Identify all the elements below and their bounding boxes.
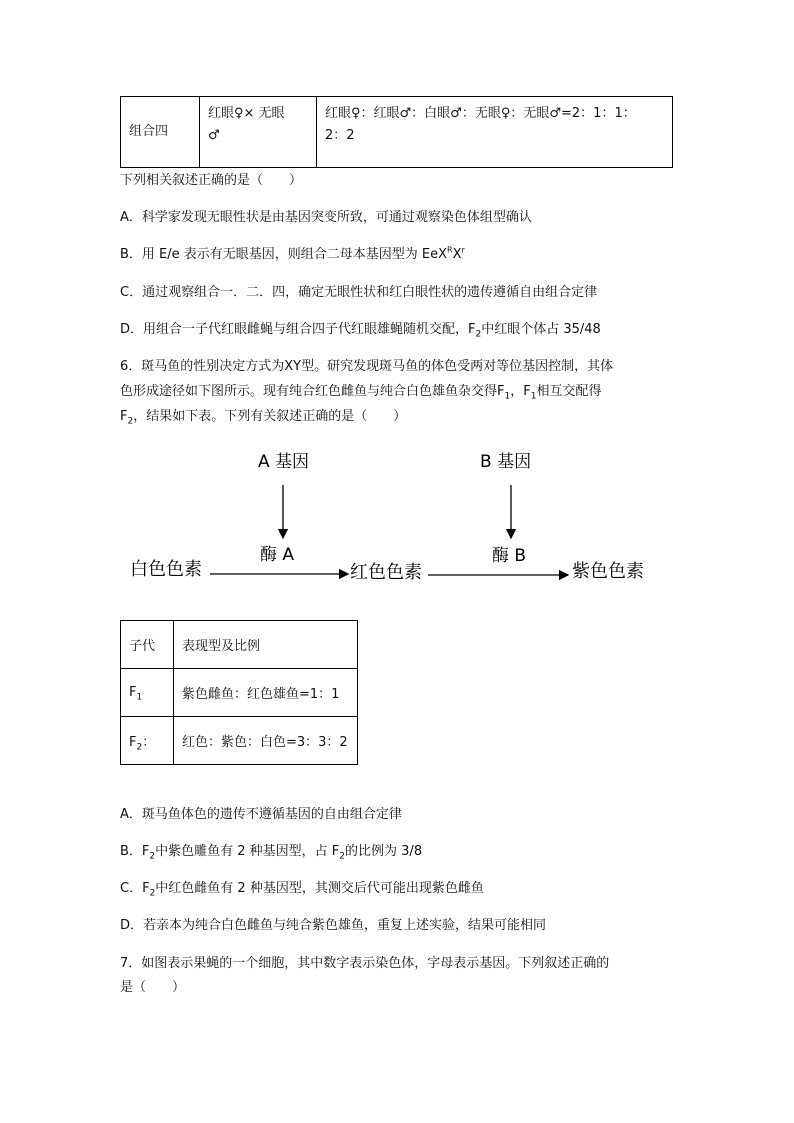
generation-f1 <box>121 669 174 717</box>
text: B．F <box>120 844 150 859</box>
text: F <box>120 409 128 424</box>
subscript: 2 <box>339 851 346 862</box>
q5-option-d <box>120 320 601 340</box>
subscript: 1 <box>530 391 537 402</box>
subscript: 2 <box>475 329 482 340</box>
text: 中紫色雕鱼有 2 种基因型，占 F <box>155 844 340 859</box>
text: F <box>129 735 137 750</box>
text: ，结果如下表。下列有关叙述正确的是（ ） <box>133 409 407 424</box>
subscript: 2 <box>127 416 134 427</box>
text: C．F <box>120 881 150 896</box>
q5-option-b-text: B．用 E/e 表示有无眼基因，则组合二母本基因型为 EeX <box>120 247 448 262</box>
phenotype-f1: 紫色雌鱼：红色雄鱼=1：1 <box>174 669 358 717</box>
gene-b-label: B 基因 <box>480 452 532 472</box>
cross-line-2: ♂ <box>208 128 220 143</box>
generation-f2 <box>121 717 174 765</box>
table-row <box>121 717 358 765</box>
subscript: 2 <box>149 851 156 862</box>
cross-line-1: 红眼♀× 无眼 <box>208 106 285 121</box>
text: F <box>129 685 137 700</box>
text: ，F <box>510 384 531 399</box>
text: 中红色雌鱼有 2 种基因型，其测交后代可能出现紫色雌鱼 <box>155 881 484 896</box>
white-pigment-label: 白色色素 <box>130 559 202 580</box>
q6-option-d: D．若亲本为纯合白色雌鱼与纯合紫色雄鱼，重复上述实验，结果可能相同 <box>120 918 547 933</box>
gene-a-label: A 基因 <box>258 452 310 472</box>
enzyme-a-label: 酶 A <box>260 545 295 565</box>
result-line-2: 2：2 <box>325 128 355 143</box>
q6-stem-line-2 <box>120 382 601 402</box>
q5-option-d-text: D．用组合一子代红眼雌蝇与组合四子代红眼雄蝇随机交配，F <box>120 322 476 337</box>
q6-stem-line-1: 6．斑马鱼的性别决定方式为XY型。研究发现斑马鱼的体色受两对等位基因控制，其体 <box>120 359 614 374</box>
q7-stem-line-2: 是（ ） <box>120 980 186 995</box>
header-generation: 子代 <box>121 621 174 669</box>
q5-option-a: A．科学家发现无眼性状是由基因突变所致，可通过观察染色体组型确认 <box>120 210 532 225</box>
red-pigment-label: 红色色素 <box>350 562 422 583</box>
q6-option-b <box>120 842 422 862</box>
phenotype-f2: 红色：紫色：白色=3：3：2 <box>174 717 358 765</box>
cross-cell <box>200 97 317 168</box>
subscript: 1 <box>504 391 511 402</box>
superscript: R <box>447 245 453 255</box>
table-header-row <box>121 621 358 669</box>
result-cell <box>317 97 673 168</box>
group-cell: 组合四 <box>121 97 200 168</box>
offspring-table <box>120 620 358 765</box>
q5-option-c: C．通过观察组合一．二．四，确定无眼性状和红白眼性状的遗传遵循自由组合定律 <box>120 285 598 300</box>
table-row <box>121 97 673 168</box>
purple-pigment-label: 紫色色素 <box>572 561 644 582</box>
subscript: 2 <box>136 742 143 753</box>
superscript: r <box>461 245 465 255</box>
text: ： <box>142 735 156 750</box>
text: 色形成途径如下图所示。现有纯合红色雌鱼与纯合白色雄鱼杂交得F <box>120 384 505 399</box>
subscript: 1 <box>136 692 143 703</box>
q6-option-c <box>120 879 484 899</box>
pigment-pathway-diagram <box>120 440 660 590</box>
q5-option-b-x: X <box>452 247 462 262</box>
q5-option-d-suffix: 中红眼个体占 35/48 <box>481 322 601 337</box>
table-row <box>121 669 358 717</box>
text: 相互交配得 <box>536 384 602 399</box>
q5-option-b <box>120 245 465 265</box>
result-line-1: 红眼♀：红眼♂：白眼♂：无眼♀：无眼♂=2：1：1： <box>325 106 636 121</box>
q7-stem-line-1: 7．如图表示果蝇的一个细胞，其中数字表示染色体，字母表示基因。下列叙述正确的 <box>120 956 610 971</box>
text: 的比例为 3/8 <box>345 844 423 859</box>
enzyme-b-label: 酶 B <box>492 546 527 566</box>
subscript: 2 <box>149 888 156 899</box>
header-phenotype: 表现型及比例 <box>174 621 358 669</box>
q6-option-a: A．斑马鱼体色的遗传不遵循基因的自由组合定律 <box>120 807 402 822</box>
combination-table <box>120 96 673 168</box>
q5-stem: 下列相关叙述正确的是（ ） <box>120 173 303 188</box>
q6-stem-line-3 <box>120 407 406 427</box>
